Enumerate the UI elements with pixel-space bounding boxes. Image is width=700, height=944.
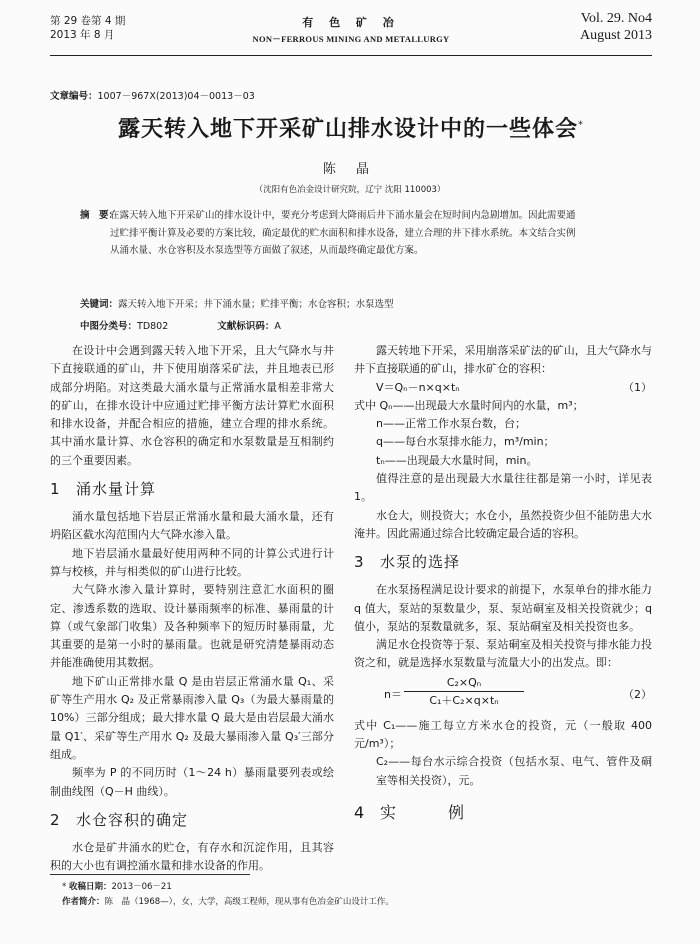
doc-code-value: A xyxy=(274,321,281,332)
equation-1-number: （1） xyxy=(623,380,652,394)
header-date-cn: 2013 年 8 月 xyxy=(50,29,115,41)
section-1-heading xyxy=(50,478,334,500)
section-2-paragraph: 值得注意的是出现最大水量往往都是第一小时，详见表 1。 xyxy=(354,472,652,504)
equation-1-definitions xyxy=(354,397,652,470)
keywords xyxy=(80,296,620,310)
paper-title xyxy=(50,112,652,143)
header-volume-cn: 第 29 卷第 4 期 xyxy=(50,15,126,27)
author-bio-text: 陈 晶（1968—），女，大学，高级工程师，现从事有色冶金矿山设计工作。 xyxy=(104,897,394,907)
header-journal-cn: 有 色 矿 冶 xyxy=(302,16,400,29)
section-4-title: 实 例 xyxy=(380,802,483,822)
author-bio-label: 作者简介： xyxy=(62,897,105,907)
section-2-paragraph: 水仓是矿井涌水的贮仓，有存水和沉淀作用，且其容积的大小也有调控涌水量和排水设备的作用。 xyxy=(50,840,334,873)
section-4-heading xyxy=(354,802,652,824)
equation-2-denominator: C₁＋C₂×q×tₙ xyxy=(429,693,499,707)
header-date-en: August 2013 xyxy=(580,28,652,43)
journal-header xyxy=(50,10,652,56)
header-journal-name xyxy=(50,14,652,45)
equation-2-numerator: C₂×Qₙ xyxy=(404,675,524,692)
equation-2-definitions xyxy=(354,717,652,790)
left-column xyxy=(50,342,334,875)
abstract-label: 摘 要： xyxy=(80,210,119,221)
section-2-paragraph: 露天转地下开采，采用崩落采矿法的矿山，且大气降水与井下直接联通的矿山，排水矿仓的容积： xyxy=(354,344,652,376)
article-number xyxy=(50,88,255,102)
header-journal-en: NON－FERROUS MINING AND METALLURGY xyxy=(252,34,450,44)
definition-line: 式中 Qₙ——出现最大水量时间内的水量，m³； xyxy=(354,398,584,412)
received-date-value: 2013－06－21 xyxy=(111,882,172,892)
definition-line: tₙ——出现最大水量时间，min。 xyxy=(376,453,538,467)
section-1-number: 1 xyxy=(50,480,61,499)
section-3-title: 水泵的选择 xyxy=(380,553,461,572)
equation-2-fraction xyxy=(404,675,524,710)
definition-line: 式中 C₁——施工每立方米水仓的投资，元（一般取 400 元/m³）； xyxy=(354,718,652,751)
section-1-paragraph: 地下矿山正常排水量 Q 是由岩层正常涌水量 Q₁、采矿等生产用水 Q₂ 及正常暴雨渗入量 Q₃（为最大暴雨量的 10%）三部分组成；最大排水量 Q 最大是由岩层最大涌水量 Q1′、采矿等生产用水 Q₂ 及最大暴雨渗入量 Q₃′三部分组成。 xyxy=(50,674,334,761)
right-column xyxy=(354,342,652,832)
clc-label: 中图分类号： xyxy=(80,321,138,332)
section-3-number: 3 xyxy=(354,553,365,572)
footnote-star: * xyxy=(62,882,67,892)
section-1-paragraph: 涌水量包括地下岩层正常涌水量和最大涌水量，还有坍陷区截水沟范围内大气降水渗入量。 xyxy=(50,510,334,542)
intro-paragraph: 在设计中会遇到露天转入地下开采，且大气降水与井下直接联通的矿山，井下使用崩落采矿法，并且地表已形成部分坍陷。对这类最大涌水量与正常涌水量相差非常大的矿山，在排水设计中应通过贮排平衡方法计算贮水面积和排水设备，并配合相应的措施，建立合理的排水系统。其中涌水量计算、水仓容积的确定和水泵数量是互相制约的三个重要因素。 xyxy=(50,344,334,467)
doc-code-label: 文献标识码： xyxy=(217,321,275,332)
section-3-heading xyxy=(354,551,652,573)
section-1-paragraph: 地下岩层涌水量最好使用两种不同的计算公式进行计算与校核，并与相类似的矿山进行比较。 xyxy=(50,546,334,578)
article-number-label: 文章编号： xyxy=(50,91,98,102)
section-1-paragraph: 大气降水渗入量计算时，要特别注意汇水面积的圈定、渗透系数的选取、设计暴雨频率的标准、暴雨量的计算（或气象部门收集）及各种频率下的短历时暴雨量，尤其重要的是第一小时的暴雨量。也就是研究清楚暴雨动态并能准确使用其数据。 xyxy=(50,583,334,670)
article-number-value: 1007－967X(2013)04－0013－03 xyxy=(97,91,255,102)
keywords-text: 露天转入地下开采；井下涌水量；贮排平衡；水仓容积；水泵选型 xyxy=(118,299,394,310)
equation-1-body: V＝Qₙ－n×q×tₙ xyxy=(376,380,460,394)
paper-title-text: 露天转入地下开采矿山排水设计中的一些体会 xyxy=(117,117,578,142)
classification-line xyxy=(80,318,281,332)
section-3-paragraph: 在水泵扬程满足设计要求的前提下，水泵单台的排水能力 q 值大，泵站的泵数量少，泵、泵站硐室及相关投资就少；q 值小，泵站的泵数量就多，泵、泵站硐室及相关投资也多。 xyxy=(354,583,652,633)
section-2-paragraph: 水仓大，则投资大；水仓小，虽然投资少但不能防患大水淹井。因此需通过综合比较确定最合适的容积。 xyxy=(354,508,652,540)
header-volume-en: Vol. 29. No4 xyxy=(580,11,652,26)
section-4-number: 4 xyxy=(354,802,366,822)
section-1-paragraph: 频率为 P 的不同历时（1～24 h）暴雨量要列表或绘制曲线图（Q－H 曲线）。 xyxy=(50,766,334,798)
section-1-title: 涌水量计算 xyxy=(76,480,157,499)
abstract xyxy=(80,207,580,260)
footnote-divider xyxy=(50,874,250,875)
title-footnote-mark: * xyxy=(578,119,584,131)
equation-2-number: （2） xyxy=(623,687,652,701)
section-3-paragraph: 满足水仓投资等于泵、泵站硐室及相关投资与排水能力投资之和，就是选择水泵数量与流量大小的出发点。即： xyxy=(354,638,652,670)
received-date-label: 收稿日期： xyxy=(68,882,112,892)
definition-line: q——每台水泵排水能力，m³/min； xyxy=(376,435,555,449)
received-date-note xyxy=(62,880,394,895)
header-issue-en xyxy=(580,10,652,44)
clc-value: TD802 xyxy=(137,321,169,332)
author-bio-note xyxy=(62,895,394,910)
section-2-title: 水仓容积的确定 xyxy=(76,810,189,829)
definition-line: C₂——每台水示综合投资（包括水泵、电气、管件及硐室等相关投资），元。 xyxy=(376,755,652,787)
author-name: 陈 晶 xyxy=(322,162,378,177)
section-2-heading xyxy=(50,809,334,831)
abstract-text: 在露天转入地下开采矿山的排水设计中，要充分考虑到大降雨后井下涌水量会在短时间内急剧增加。因此需要通过贮排平衡计算及必要的方案比较，确定最优的贮水面积和排水设备，建立合理的井下排水系统。本文结合实例从涌水量、水仓容积及水泵选型等方面做了叙述，从而最终确定最优方案。 xyxy=(110,210,576,256)
equation-2-lhs: n＝ xyxy=(384,687,402,701)
footnotes xyxy=(62,880,394,910)
author-affiliation: （沈阳有色冶金设计研究院，辽宁 沈阳 110003） xyxy=(254,185,446,195)
section-2-number: 2 xyxy=(50,810,61,829)
keywords-label: 关键词： xyxy=(80,299,119,310)
equation-1 xyxy=(354,379,652,397)
equation-2 xyxy=(354,675,652,715)
definition-line: n——正常工作水泵台数，台； xyxy=(376,417,526,431)
